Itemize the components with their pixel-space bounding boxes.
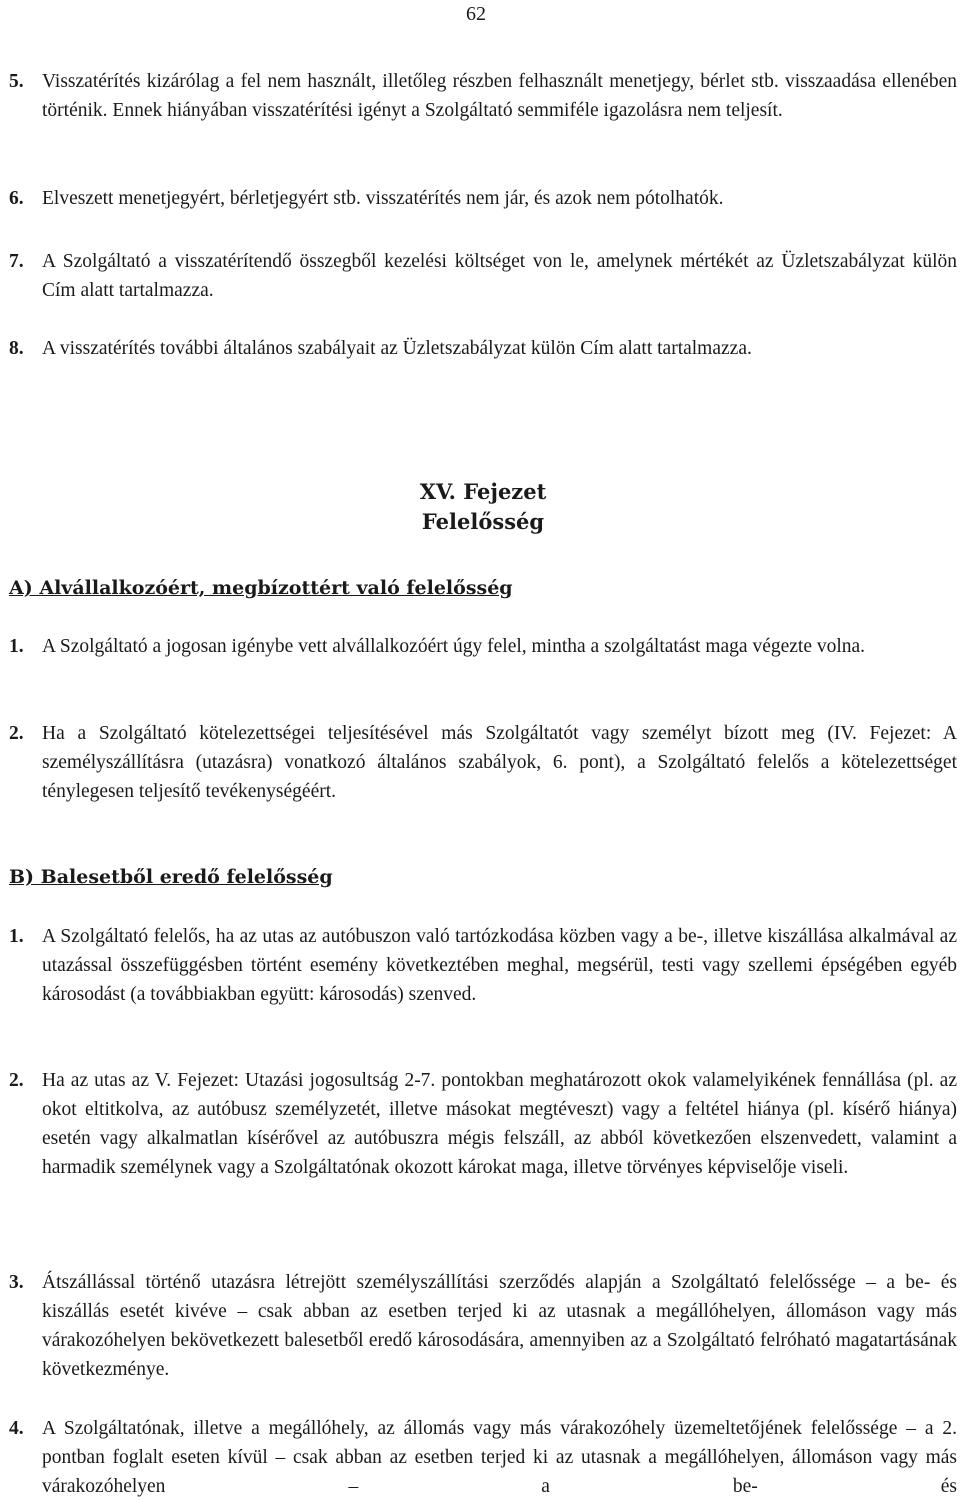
item-number: 4. [9, 1418, 24, 1439]
item-number: 2. [9, 723, 24, 744]
item-number: 1. [9, 636, 24, 657]
item-text: Elveszett menetjegyért, bérletjegyért stb. visszatérítés nem jár, és azok nem pótolhatók. [42, 188, 724, 209]
item-text: Átszállással történő utazásra létrejött személyszállítási szerződés alapján a Szolgáltató felelőssége – a be- és kiszállás esetét kivéve – csak abban az esetben terjed ki az utasnak a megállóhelyen, állomáson vagy más várakozóhelyen bekövetkezett balesetből eredő károsodására, amennyiben az a Szolgáltató felróható magatartásának következménye. [42, 1272, 957, 1380]
page-number: 62 [466, 3, 486, 25]
list-item-8 [9, 334, 957, 363]
item-number: 1. [9, 926, 24, 947]
item-text: A Szolgáltatónak, illetve a megállóhely, az állomás vagy más várakozóhely üzemeltetőjének felelőssége – a 2. pontban foglalt eseten kívül – csak abban az esetben terjed ki az utasnak a megállóhelyen, állomáson vagy más várakozóhelyen – a be- és [42, 1418, 957, 1497]
section-a-heading: A) Alvállalkozóért, megbízottért való felelősség [9, 577, 513, 599]
chapter-number: XV. Fejezet [419, 479, 547, 504]
chapter-heading [0, 477, 960, 537]
section-b-heading: B) Balesetből eredő felelősség [9, 866, 333, 888]
item-text: A Szolgáltató a jogosan igénybe vett alvállalkozóért úgy felel, mintha a szolgáltatást maga végezte volna. [42, 636, 866, 657]
item-text: A visszatérítés további általános szabályait az Üzletszabályzat külön Cím alatt tartalmazza. [42, 338, 752, 359]
item-text: A Szolgáltató felelős, ha az utas az autóbuszon való tartózkodása közben vagy a be-, illetve kiszállása alkalmával az utazással összefüggésben történt esemény következtében meghal, megsérül, testi vagy szellemi épségében egyéb károsodást (a továbbiakban együtt: károsodás) szenved. [42, 926, 957, 1005]
item-number: 2. [9, 1070, 24, 1091]
list-item-6 [9, 184, 957, 213]
item-text: A Szolgáltató a visszatérítendő összegből kezelési költséget von le, amelynek mértékét az Üzletszabályzat külön Cím alatt tartalmazza. [42, 251, 957, 301]
item-text: Ha az utas az V. Fejezet: Utazási jogosultság 2-7. pontokban meghatározott okok valamelyikének fennállása (pl. az okot eltitkolva, az autóbusz személyzetét, illetve másokat megtéveszt) vagy a feltétel hiánya (pl. kísérő hiánya) esetén vagy alkalmatlan kísérővel az autóbuszra mégis felszáll, az abból következően elszenvedett, valamint a harmadik személynek vagy a Szolgáltatónak okozott károkat maga, illetve törvényes képviselője viseli. [42, 1070, 957, 1178]
item-number: 5. [9, 71, 24, 92]
item-number: 7. [9, 251, 24, 272]
item-text: Visszatérítés kizárólag a fel nem használt, illetőleg részben felhasznált menetjegy, bérlet stb. visszaadása ellenében történik. Ennek hiányában visszatérítési igényt a Szolgáltató semmiféle igazolásra nem teljesít. [42, 71, 957, 121]
section-b-item-1 [9, 922, 957, 1009]
item-number: 8. [9, 338, 24, 359]
section-a-item-2 [9, 719, 957, 806]
section-b-item-3 [9, 1268, 957, 1384]
chapter-title: Felelősség [421, 509, 545, 534]
item-number: 3. [9, 1272, 24, 1293]
section-b-item-2 [9, 1066, 957, 1182]
section-b-item-4 [9, 1414, 957, 1501]
list-item-5 [9, 67, 957, 125]
list-item-7 [9, 247, 957, 305]
item-number: 6. [9, 188, 24, 209]
item-text: Ha a Szolgáltató kötelezettségei teljesítésével más Szolgáltatót vagy személyt bízott meg (IV. Fejezet: A személyszállításra (utazásra) vonatkozó általános szabályok, 6. pont), a Szolgáltató felelős a kötelezettséget ténylegesen teljesítő tevékenységéért. [42, 723, 957, 802]
section-a-item-1 [9, 632, 957, 661]
